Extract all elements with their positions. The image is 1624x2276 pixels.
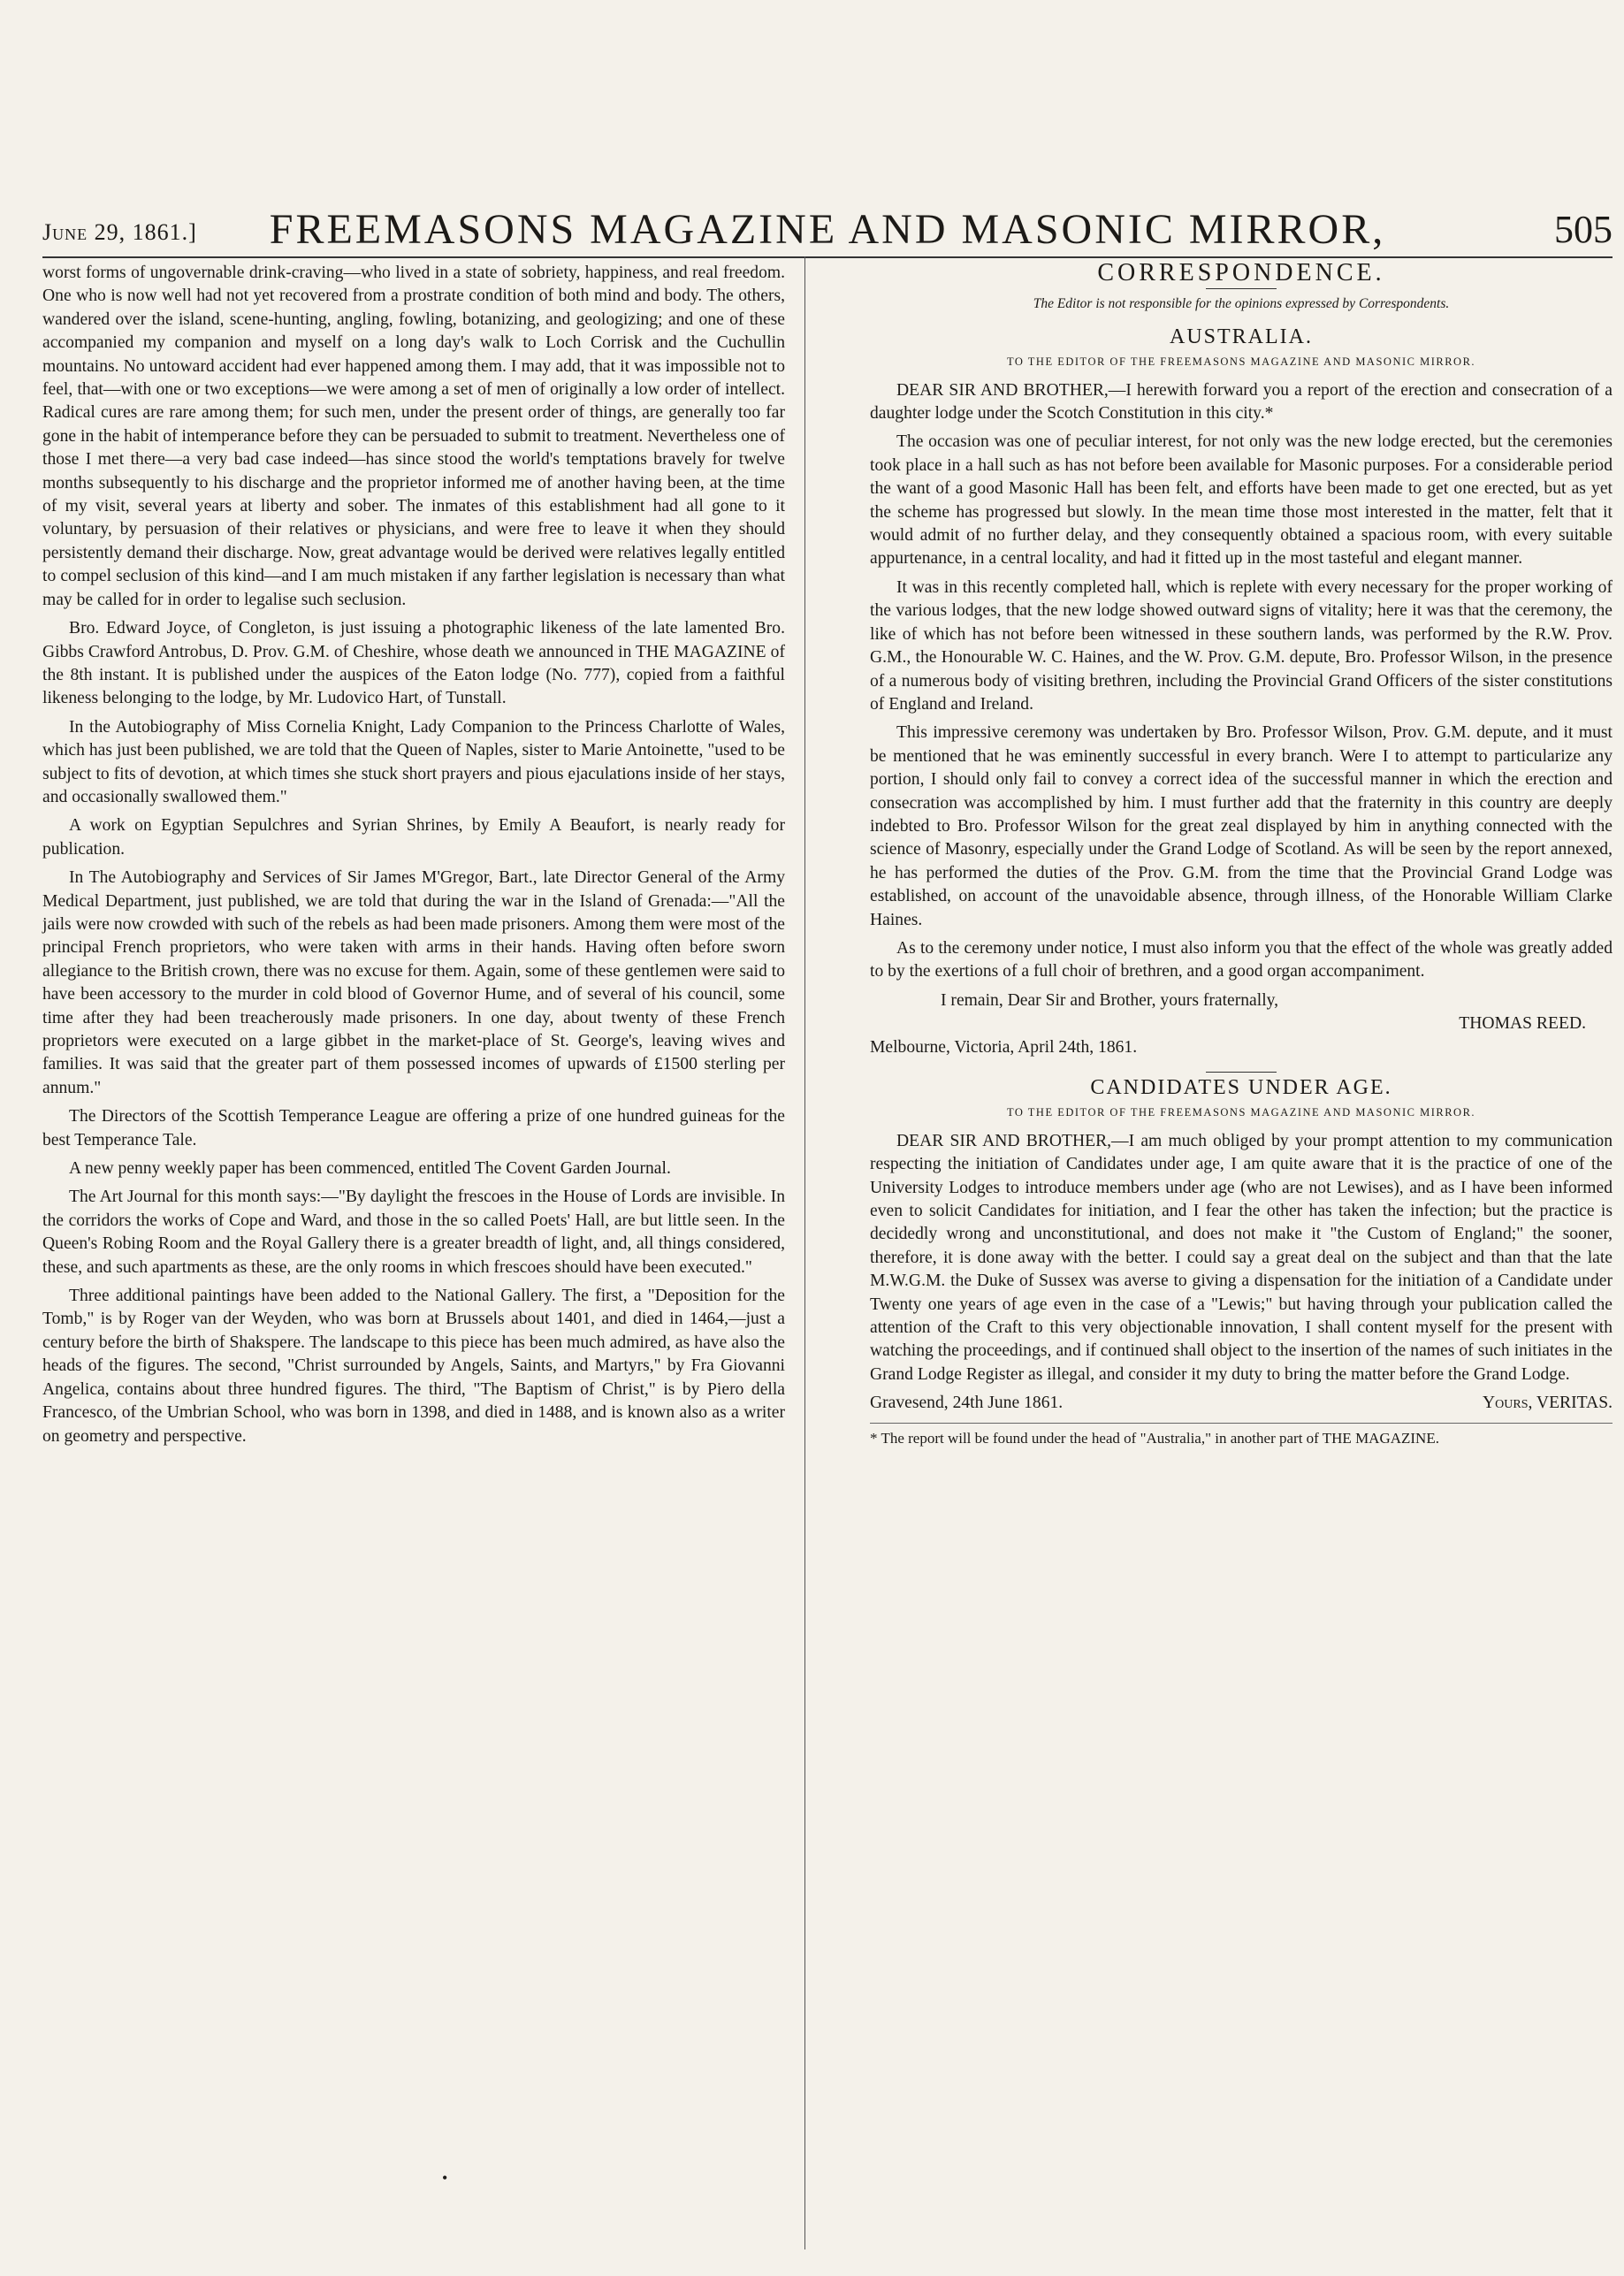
article-paragraph: worst forms of ungovernable drink-craving—who lived in a state of sobriety, happiness, and real freedom. One who is now well had not yet recovered from a prostrate condition of both mind and body. The others, wandered over the island, scene-hunting, angling, fowling, botanizing, and geologizing; and one of these accompanied my companion and myself on a long day's walk to Loch Corrisk and the Cuchullin mountains. No untoward accident had ever happened among them. I may add, that it was impossible not to feel, that—with one or two exceptions—we were among a set of men of originally a low order of intellect. Radical cures are rare among them; for such men, under the present order of things, are generally too far gone in the habit of intemperance before they can be persuaded to submit to treatment. Nevertheless one of those I met there—a very bad case indeed—has since stood the world's temptations bravely for twelve months subsequently to his discharge and the proprietor informed me of another having been, at the time of my visit, several years at liberty and sober. The inmates of this establishment had all gone to it voluntary, by persuasion of their relatives or physicians, and were free to leave it when they should persistently demand their discharge. Now, great advantage would be derived were relatives legally entitled to compel seclusion of this kind—and I am much mistaken if any farther legislation is necessary than what may be called for in order to legalise such seclusion.: [42, 263, 785, 609]
article-paragraph: In the Autobiography of Miss Cornelia Knight, Lady Companion to the Princess Charlotte of Wales, which has just been published, we are told that the Queen of Naples, sister to Marie Antoinette, "used to be subject to fits of devotion, at which times she stuck short prayers and pious ejaculations inside of her stays, and occasionally swallowed them.": [42, 717, 785, 806]
letter-paragraph: It was in this recently completed hall, which is replete with every necessary for the proper working of the various lodges, that the new lodge showed outward signs of vitality; here it was that the ceremony, the like of which has not before been witnessed in these southern lands, was performed by the R.W. Prov. G.M., the Honourable W. C. Haines, and the W. Prov. G.M. depute, Bro. Professor Wilson, in the presence of a numerous body of visiting brethren, including the Provincial Grand Officers of the sister constitutions of England and Ireland.: [870, 577, 1613, 714]
letter-paragraph: DEAR SIR AND BROTHER,—I herewith forward you a report of the erection and consecration of a daughter lodge under the Scotch Constitution in this city.*: [870, 380, 1613, 424]
section-rule: [1206, 288, 1277, 289]
letter-addressee: TO THE EDITOR OF THE FREEMASONS MAGAZINE AND MASONIC MIRROR.: [1006, 355, 1476, 369]
letter-signature: THOMAS REED.: [1459, 1014, 1586, 1034]
letter-title-candidates: CANDIDATES UNDER AGE.: [1090, 1076, 1392, 1099]
letter-separator: [1206, 1072, 1277, 1073]
letter-paragraph: This impressive ceremony was undertaken by Bro. Professor Wilson, Prov. G.M. depute, and it must be mentioned that he was eminently successful in every branch. Were I to attempt to particularize any portion, I should only fail to convey a correct idea of the successful manner in which the erection and consecration was accomplished by him. I must further add that the fraternity in this country are deeply indebted to Bro. Professor Wilson for the great zeal displayed by him in anything connected with the science of Masonry, especially under the Grand Lodge of Scotland. As will be seen by the report annexed, he has performed the duties of the Prov. G.M. from the time that the Provincial Grand Lodge was established, on account of the unavoidable absence, through illness, of the Honorable William Clarke Haines.: [870, 723, 1613, 929]
article-paragraph: Three additional paintings have been added to the National Gallery. The first, a "Deposition for the Tomb," is by Roger van der Weyden, who was born at Brussels about 1401, and died in 1464,—just a century before the birth of Shakspere. The landscape to this piece has been much admired, as have also the heads of the figures. The second, "Christ surrounded by Angels, Saints, and Martyrs," by Fra Giovanni Angelica, contains about three hundred figures. The third, "The Baptism of Christ," is by Piero della Francesco, of the Umbrian School, who was born in 1398, and died in 1488, and is known also as a writer on geometry and perspective.: [42, 1287, 785, 1446]
publication-title: FREEMASONS MAGAZINE AND MASONIC MIRROR,: [269, 206, 1386, 253]
column-divider: [804, 256, 805, 2249]
left-column: [42, 262, 785, 2249]
print-mark: •: [442, 2169, 448, 2187]
article-paragraph: In The Autobiography and Services of Sir James M'Gregor, Bart., late Director General of the Army Medical Department, just published, we are told that during the war in the Island of Grenada:—"All the jails were now crowded with such of the rebels as had been made prisoners. Among them were most of the principal French proprietors, who were taken with arms in their hands. Having often before sworn allegiance to the British crown, there was no excuse for them. Again, some of these gentlemen were said to have been accessory to the murder in cold blood of Governor Hume, and of several of his council, some time after they had been treacherously made prisoners. In one day, about twenty of these French proprietors were executed on a large gibbet in the market-place of St. George's, leaving wives and families. It was said that the greater part of them possessed incomes of upwards of £1500 sterling per annum.": [42, 868, 785, 1097]
page-number: 505: [1554, 208, 1613, 251]
editor-disclaimer: The Editor is not responsible for the opinions expressed by Correspondents.: [1033, 296, 1450, 312]
right-column: [870, 259, 1613, 2249]
article-paragraph: The Directors of the Scottish Temperance League are offering a prize of one hundred guineas for the best Temperance Tale.: [42, 1107, 785, 1149]
footnote: * The report will be found under the head of "Australia," in another part of THE MAGAZINE.: [870, 1423, 1613, 1448]
letter-paragraph: DEAR SIR AND BROTHER,—I am much obliged by your prompt attention to my communication respecting the initiation of Candidates under age, I am quite aware that it is the practice of one of the University Lodges to introduce members under age (who are not Lewises), and as I have been informed even to solicit Candidates for initiation, and I fear the other has taken the infection; but the practice is decidedly wrong and unconstitutional, and does not make it "the Custom of England;" the sooner, therefore, it is done away with the better. I could say a great deal on the subject and than that the late M.W.G.M. the Duke of Sussex was averse to giving a dispensation for the initiation of a Candidate under Twenty one years of age even in the case of a "Lewis;" but having through your publication called the attention of the Craft to this very objectionable innovation, I shall content myself for the present with watching the proceedings, and if continued shall object to the insertion of the names of such initiates in the Grand Lodge Register as illegal, and consider it my duty to bring the matter before the Grand Lodge.: [870, 1131, 1613, 1384]
section-title: CORRESPONDENCE.: [1097, 259, 1385, 286]
article-paragraph: A new penny weekly paper has been commenced, entitled The Covent Garden Journal.: [69, 1159, 671, 1179]
letter-paragraph: As to the ceremony under notice, I must also inform you that the effect of the whole was greatly added to by the exertions of a full choir of brethren, and a good organ accompaniment.: [870, 938, 1613, 981]
letter-place-date: Melbourne, Victoria, April 24th, 1861.: [870, 1037, 1138, 1057]
letter-place-date: Gravesend, 24th June 1861.: [870, 1394, 1064, 1413]
issue-date: June 29, 1861.]: [42, 219, 197, 245]
article-paragraph: A work on Egyptian Sepulchres and Syrian Shrines, by Emily A Beaufort, is nearly ready for publication.: [42, 816, 785, 859]
letter-title-australia: AUSTRALIA.: [1170, 325, 1313, 348]
article-paragraph: The Art Journal for this month says:—"By daylight the frescoes in the House of Lords are invisible. In the corridors the works of Cope and Ward, and those in the so called Poets' Hall, are but little seen. In the Queen's Robing Room and the Royal Gallery there is a greater breadth of light, and, all things considered, these, and such apartments as these, are the only rooms in which frescoes should have been executed.": [42, 1188, 785, 1277]
letter-paragraph: The occasion was one of peculiar interest, for not only was the new lodge erected, but the ceremonies took place in a hall such as has not before been available for Masonic purposes. For a considerable period the want of a good Masonic Hall has been felt, and efforts have been made to get one erected, but as yet the scheme has progressed but slowly. In the mean time those most interested in the matter, felt that it would admit of no further delay, and they consequently obtained a spacious room, with every suitable appurtenance, in a central locality, and had it fitted up in the most tasteful and elegant manner.: [870, 432, 1613, 569]
header-rule: [42, 256, 1613, 258]
letter-signoff: I remain, Dear Sir and Brother, yours fraternally,: [941, 990, 1279, 1010]
article-paragraph: Bro. Edward Joyce, of Congleton, is just issuing a photographic likeness of the late lamented Bro. Gibbs Crawford Antrobus, D. Prov. G.M. of Cheshire, whose death we announced in THE MAGAZINE of the 8th instant. It is published under the auspices of the Eaton lodge (No. 777), copied from a faithful likeness belonging to the lodge, by Mr. Ludovico Hart, of Tunstall.: [42, 619, 785, 708]
letter-addressee: TO THE EDITOR OF THE FREEMASONS MAGAZINE AND MASONIC MIRROR.: [1006, 1106, 1476, 1119]
page-header: [42, 203, 1613, 253]
letter-signature: Yours, VERITAS.: [1483, 1394, 1613, 1413]
letter-closing: [870, 1392, 1613, 1415]
